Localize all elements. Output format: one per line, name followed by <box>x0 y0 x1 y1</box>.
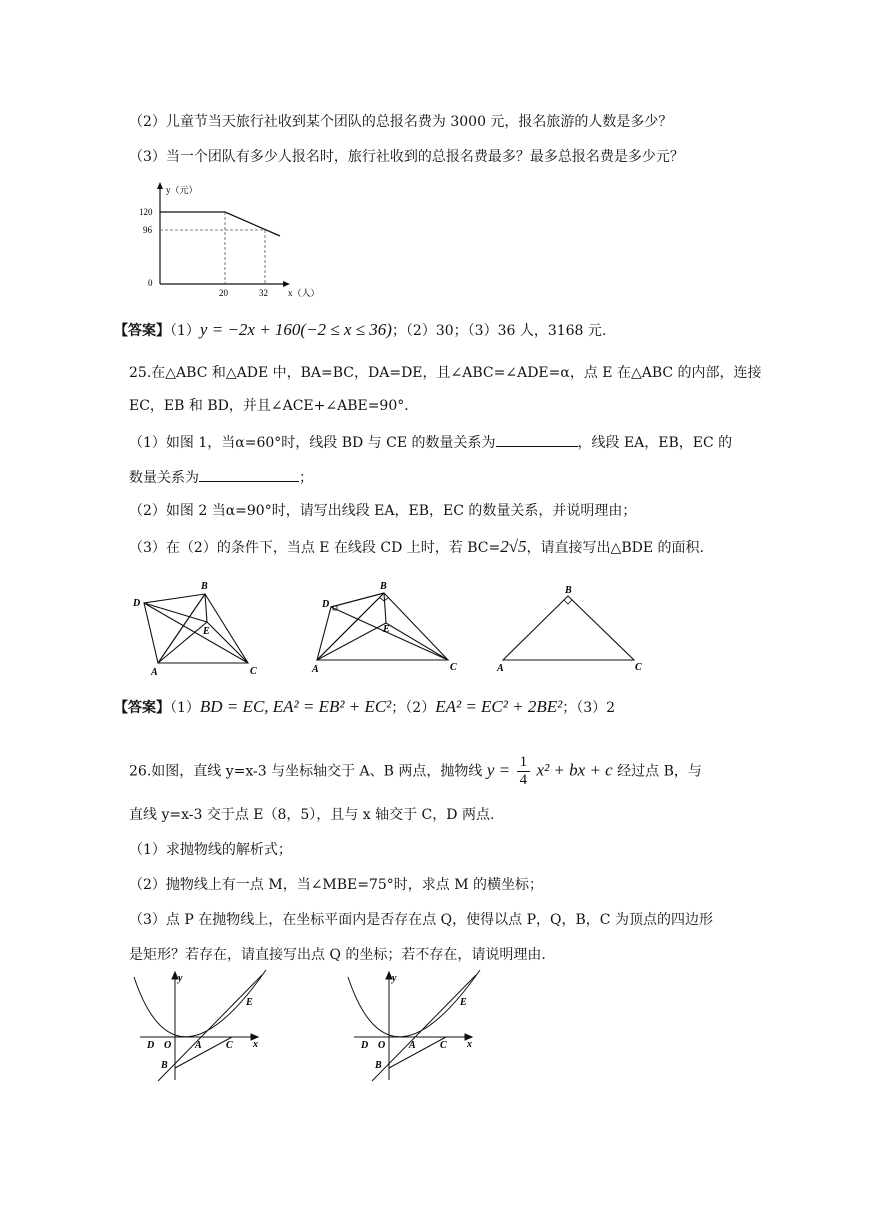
frac-numerator: 1 <box>517 754 531 772</box>
answer-part2: ；（2） <box>391 700 436 716</box>
answer-formula: y = −2x + 160(−2 ≤ x ≤ 36) <box>199 320 392 339</box>
q25-answer <box>114 697 615 718</box>
answer-rest: ；（2）30；（3）36 人，3168 元. <box>391 323 607 339</box>
q24-part2: （2）儿童节当天旅行社收到某个团队的总报名费为 3000 元，报名旅游的人数是多少？ <box>129 114 673 130</box>
answer-part1: （1） <box>170 323 200 339</box>
fig-label-c: C <box>440 1040 447 1051</box>
fig1-label-c: C <box>250 666 257 677</box>
graph-y-tick-96: 96 <box>143 225 152 235</box>
fig-label-c: C <box>226 1040 233 1051</box>
q25-part2: （2）如图 2 当α=90°时，请写出线段 EA，EB，EC 的数量关系，并说明理由； <box>129 503 637 519</box>
fig2-label-a: A <box>312 664 319 675</box>
fig-label-o: O <box>164 1040 172 1051</box>
graph-x-label: x（人） <box>288 288 320 298</box>
fig1-label-a: A <box>151 667 158 678</box>
graph-y-tick-120: 120 <box>139 207 153 217</box>
fig-label-b: B <box>375 1060 382 1071</box>
answer-part3: ；（3）2 <box>562 700 616 716</box>
graph-origin: 0 <box>148 278 153 288</box>
q26-figure-1 <box>130 970 270 1082</box>
q25-figure-3 <box>494 580 654 680</box>
fig2-label-d: D <box>322 599 330 610</box>
fig-label-a: A <box>195 1040 202 1051</box>
q25-figure-1 <box>130 580 270 680</box>
graph-x-tick-20: 20 <box>219 288 228 298</box>
frac-denominator: 4 <box>519 772 528 788</box>
fig1-label-b: B <box>201 581 208 592</box>
fig-label-y: y <box>392 973 397 984</box>
q26-stem-text: 26.如图，直线 y=x-3 与坐标轴交于 A、B 两点，抛物线 <box>129 763 483 780</box>
q26-part1: （1）求抛物线的解析式； <box>129 842 292 858</box>
fig-label-x: x <box>253 1039 258 1050</box>
q25-figure-2 <box>309 580 469 680</box>
answer-formula-2: EA² = EC² + 2BE² <box>435 697 563 716</box>
q25-part1-text: （1）如图 1，当α=60°时，线段 BD 与 CE 的数量关系为 <box>129 435 496 451</box>
fig3-label-c: C <box>635 662 642 673</box>
fig2-label-b: B <box>380 581 387 592</box>
fig-label-b: B <box>161 1060 168 1071</box>
q26-part3-line2: 是矩形？若存在，请直接写出点 Q 的坐标；若不存在，请说明理由. <box>129 947 546 963</box>
fig-label-o: O <box>378 1040 386 1051</box>
fig1-label-d: D <box>133 598 141 609</box>
q24-answer <box>114 320 606 341</box>
fig-label-e: E <box>246 997 253 1008</box>
fig-label-y: y <box>178 973 183 984</box>
fig-label-e: E <box>460 997 467 1008</box>
q26-eq-y: y = <box>486 760 511 780</box>
q26-part2: （2）抛物线上有一点 M，当∠MBE=75°时，求点 M 的横坐标； <box>129 877 544 893</box>
fig3-label-b: B <box>565 585 572 596</box>
q26-eq-rest: x² + bx + c <box>536 760 613 780</box>
fig2-label-c: C <box>450 662 457 673</box>
q25-part3-math: 2√5 <box>500 537 527 556</box>
fig-label-d: D <box>147 1040 155 1051</box>
answer-tag: 【答案】 <box>114 700 170 716</box>
blank-bd-ce <box>496 431 578 447</box>
answer-part1: （1） <box>170 700 200 716</box>
fig2-label-e: E <box>383 624 390 635</box>
fig1-label-e: E <box>203 626 210 637</box>
q25-part1-end: ； <box>299 470 313 486</box>
q25-stem-line1: 25.在△ABC 和△ADE 中，BA=BC，DA=DE，且∠ABC=∠ADE=α，点 E 在△ABC 的内部，连接 <box>129 365 762 381</box>
q26-stem-text2: 经过点 B，与 <box>617 763 702 780</box>
q25-part1-line1 <box>129 431 732 453</box>
fig3-label-a: A <box>497 663 504 674</box>
fig-label-x: x <box>467 1039 472 1050</box>
q24-price-graph <box>140 182 340 302</box>
q26-fraction <box>517 754 531 789</box>
q25-part1-text3: 数量关系为 <box>129 470 199 486</box>
q25-part3-text2: ，请直接写出△BDE 的面积. <box>526 540 704 556</box>
graph-y-label: y（元） <box>166 185 198 195</box>
q25-part1-text2: ，线段 EA，EB，EC 的 <box>577 435 733 451</box>
q26-part3-line1: （3）点 P 在抛物线上，在坐标平面内是否存在点 Q，使得以点 P，Q，B，C 为顶点的四边形 <box>129 912 713 928</box>
fig-label-a: A <box>409 1040 416 1051</box>
blank-ea-eb-ec <box>199 466 299 482</box>
q26-stem-line1 <box>129 754 702 789</box>
q25-stem-line2: EC，EB 和 BD，并且∠ACE+∠ABE=90°． <box>129 398 419 414</box>
answer-tag: 【答案】 <box>114 323 170 339</box>
fig-label-d: D <box>361 1040 369 1051</box>
graph-x-tick-32: 32 <box>259 288 268 298</box>
q26-figure-2 <box>344 970 484 1082</box>
q24-part3: （3）当一个团队有多少人报名时，旅行社收到的总报名费最多？最多总报名费是多少元？ <box>129 149 684 165</box>
q25-part3-text: （3）在（2）的条件下，当点 E 在线段 CD 上时，若 BC= <box>129 540 501 556</box>
q25-part3 <box>129 537 704 558</box>
q26-stem-line2: 直线 y=x-3 交于点 E（8，5），且与 x 轴交于 C，D 两点. <box>129 807 495 823</box>
q25-part1-line2 <box>129 466 313 488</box>
answer-formula-1: BD = EC, EA² = EB² + EC² <box>199 697 392 716</box>
